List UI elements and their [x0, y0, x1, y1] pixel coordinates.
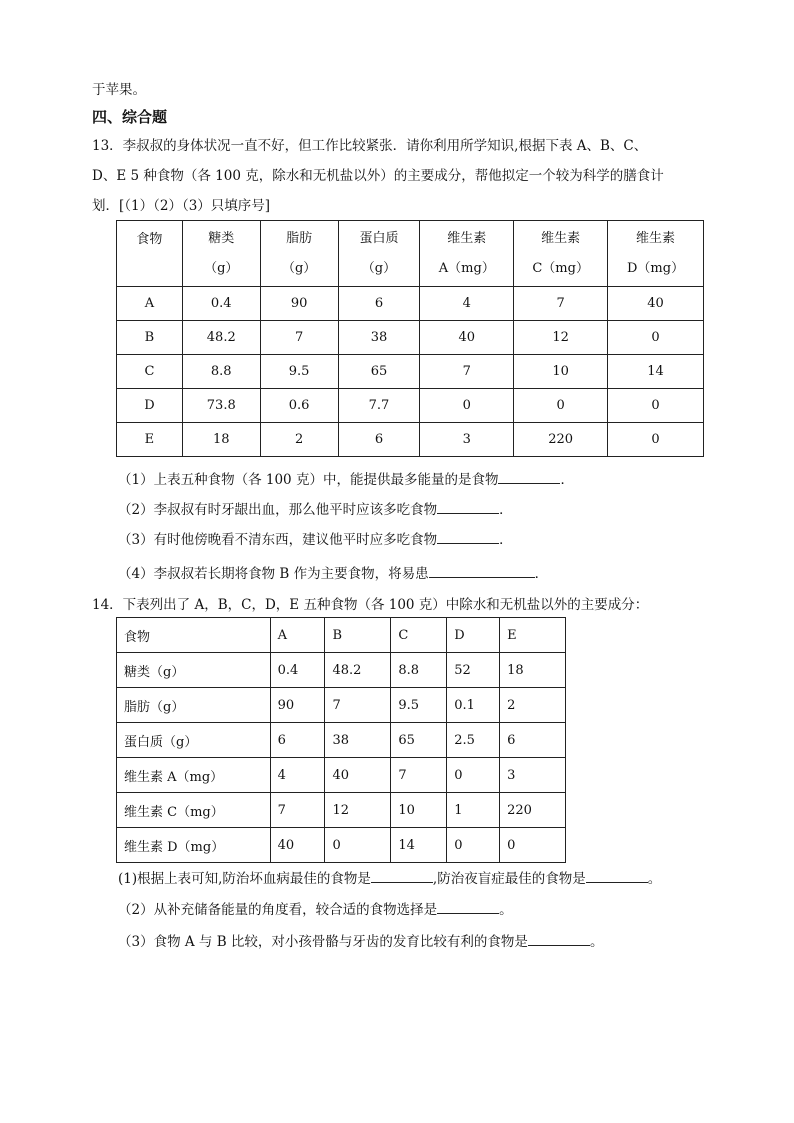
- table-cell: 0.4: [270, 653, 325, 688]
- table-cell: 6: [338, 287, 420, 321]
- table-cell: 12: [514, 321, 608, 355]
- table-cell: 维生素 D（mg）: [117, 828, 271, 863]
- q14-sub2-text: （2）从补充储备能量的角度看，较合适的食物选择是: [118, 902, 438, 918]
- answer-blank[interactable]: [586, 868, 648, 883]
- q13-text-line-2: D、E 5 种食物（各 100 克，除水和无机盐以外）的主要成分，帮他拟定一个较为科学的膳食计: [92, 168, 664, 184]
- q13-sub-question-1: [118, 468, 574, 488]
- sentence-end: ．: [499, 502, 513, 518]
- table-row: [117, 793, 566, 828]
- table-cell: 脂肪（g）: [117, 688, 271, 723]
- table-cell: 90: [270, 688, 325, 723]
- header-cell: 蛋白质 （g）: [338, 221, 420, 287]
- table-cell: 7.7: [338, 389, 420, 423]
- table-cell: 0.6: [260, 389, 338, 423]
- table-cell: 0: [500, 828, 566, 863]
- table-header-row: [117, 221, 704, 287]
- table-cell: 维生素 C（mg）: [117, 793, 271, 828]
- table-cell: D: [117, 389, 183, 423]
- q13-nutrition-table: [116, 220, 704, 457]
- table-row: [117, 758, 566, 793]
- sentence-end: ．: [534, 566, 549, 582]
- table-row: [117, 321, 704, 355]
- table-cell: 40: [270, 828, 325, 863]
- table-cell: 8.8: [182, 355, 260, 389]
- table-row: [117, 828, 566, 863]
- table-cell: 40: [420, 321, 514, 355]
- table-row: [117, 287, 704, 321]
- table-cell: 10: [391, 793, 447, 828]
- table-cell: 0: [608, 321, 704, 355]
- table-cell: 7: [391, 758, 447, 793]
- table-row: [117, 688, 566, 723]
- table-cell: 220: [514, 423, 608, 457]
- table-cell: C: [391, 618, 447, 653]
- q13-sub1-text: （1）上表五种食物（各 100 克）中，能提供最多能量的是食物: [118, 472, 499, 488]
- q13-sub-question-2: [118, 498, 513, 518]
- table-cell: E: [117, 423, 183, 457]
- q14-nutrition-table: [116, 617, 566, 863]
- table-cell: 14: [608, 355, 704, 389]
- sentence-end: 。: [589, 934, 604, 950]
- table-cell: 3: [420, 423, 514, 457]
- q13-sub-question-4: [118, 562, 548, 582]
- q13-sub-question-3: [118, 528, 513, 548]
- answer-blank[interactable]: [528, 931, 590, 946]
- answer-blank[interactable]: [498, 469, 560, 484]
- answer-blank[interactable]: [429, 563, 535, 578]
- table-cell: 38: [338, 321, 420, 355]
- q14-sub3-text: （3）食物 A 与 B 比较，对小孩骨骼与牙齿的发育比较有利的食物是: [118, 934, 528, 950]
- table-cell: 18: [182, 423, 260, 457]
- table-cell: 2: [260, 423, 338, 457]
- table-cell: A: [117, 287, 183, 321]
- table-cell: 7: [420, 355, 514, 389]
- sentence-end: ．: [560, 472, 574, 488]
- table-cell: 食物: [117, 618, 271, 653]
- table-cell: 9.5: [391, 688, 447, 723]
- q14-sub-question-2: [118, 898, 513, 918]
- header-cell: 维生素 A（mg）: [420, 221, 514, 287]
- table-cell: 6: [338, 423, 420, 457]
- sentence-end: ．: [499, 532, 513, 548]
- q13-text-line-1: 13．李叔叔的身体状况一直不好，但工作比较紧张．请你利用所学知识,根据下表 A、B、C、: [92, 138, 648, 154]
- table-cell: E: [500, 618, 566, 653]
- header-cell: 食物: [117, 221, 183, 287]
- table-cell: 0: [514, 389, 608, 423]
- table-cell: 6: [500, 723, 566, 758]
- table-cell: D: [447, 618, 500, 653]
- header-cell: 糖类 （g）: [182, 221, 260, 287]
- table-row: [117, 423, 704, 457]
- table-cell: 9.5: [260, 355, 338, 389]
- table-cell: 糖类（g）: [117, 653, 271, 688]
- sentence-end: 。: [499, 902, 513, 918]
- table-cell: 7: [260, 321, 338, 355]
- table-cell: 14: [391, 828, 447, 863]
- q14-text-line-1: 14．下表列出了 A，B，C，D，E 五种食物（各 100 克）中除水和无机盐以外的主要成分：: [92, 597, 649, 613]
- table-cell: 7: [270, 793, 325, 828]
- table-cell: 7: [514, 287, 608, 321]
- table-cell: 0: [608, 423, 704, 457]
- header-cell: 维生素 C（mg）: [514, 221, 608, 287]
- q14-sub1-text-a: (1)根据上表可知,防治坏血病最佳的食物是: [118, 871, 371, 887]
- sentence-end: 。: [647, 871, 662, 887]
- header-cell: 维生素 D（mg）: [608, 221, 704, 287]
- section-title: 四、综合题: [92, 108, 168, 126]
- table-cell: 4: [420, 287, 514, 321]
- table-cell: 220: [500, 793, 566, 828]
- table-cell: 0: [447, 758, 500, 793]
- q14-sub1-text-b: ,防治夜盲症最佳的食物是: [432, 871, 586, 887]
- q13-sub3-text: （3）有时他傍晚看不清东西，建议他平时应多吃食物: [118, 532, 438, 548]
- q13-sub2-text: （2）李叔叔有时牙龈出血，那么他平时应该多吃食物: [118, 502, 438, 518]
- q14-sub-question-3: [118, 930, 603, 950]
- table-cell: 0: [420, 389, 514, 423]
- table-cell: 3: [500, 758, 566, 793]
- answer-blank[interactable]: [371, 868, 433, 883]
- answer-blank[interactable]: [437, 899, 499, 914]
- q13-sub4-text: （4）李叔叔若长期将食物 B 作为主要食物，将易患: [118, 566, 429, 582]
- table-cell: 48.2: [182, 321, 260, 355]
- q14-sub-question-1: [118, 867, 661, 887]
- table-cell: B: [325, 618, 391, 653]
- answer-blank[interactable]: [437, 499, 499, 514]
- table-cell: 0: [608, 389, 704, 423]
- table-cell: 蛋白质（g）: [117, 723, 271, 758]
- table-row: [117, 355, 704, 389]
- answer-blank[interactable]: [437, 529, 499, 544]
- intro-line: 于苹果。: [92, 82, 146, 98]
- table-row: [117, 389, 704, 423]
- table-cell: 7: [325, 688, 391, 723]
- table-cell: 52: [447, 653, 500, 688]
- table-cell: 0.1: [447, 688, 500, 723]
- table-row: [117, 723, 566, 758]
- table-cell: B: [117, 321, 183, 355]
- table-cell: 48.2: [325, 653, 391, 688]
- table-row: [117, 653, 566, 688]
- table-cell: 10: [514, 355, 608, 389]
- table-cell: 65: [338, 355, 420, 389]
- table-cell: 2.5: [447, 723, 500, 758]
- q13-text-line-3: 划．[（1）（2）（3）只填序号]: [92, 198, 271, 214]
- table-cell: A: [270, 618, 325, 653]
- table-cell: 38: [325, 723, 391, 758]
- table-cell: 40: [325, 758, 391, 793]
- table-row: [117, 618, 566, 653]
- table-cell: 90: [260, 287, 338, 321]
- table-cell: 维生素 A（mg）: [117, 758, 271, 793]
- table-cell: C: [117, 355, 183, 389]
- table-cell: 4: [270, 758, 325, 793]
- table-cell: 12: [325, 793, 391, 828]
- table-cell: 1: [447, 793, 500, 828]
- table-cell: 40: [608, 287, 704, 321]
- table-cell: 65: [391, 723, 447, 758]
- table-cell: 0.4: [182, 287, 260, 321]
- table-cell: 18: [500, 653, 566, 688]
- table-cell: 6: [270, 723, 325, 758]
- table-cell: 2: [500, 688, 566, 723]
- table-cell: 8.8: [391, 653, 447, 688]
- table-cell: 0: [325, 828, 391, 863]
- table-cell: 0: [447, 828, 500, 863]
- header-cell: 脂肪 （g）: [260, 221, 338, 287]
- table-cell: 73.8: [182, 389, 260, 423]
